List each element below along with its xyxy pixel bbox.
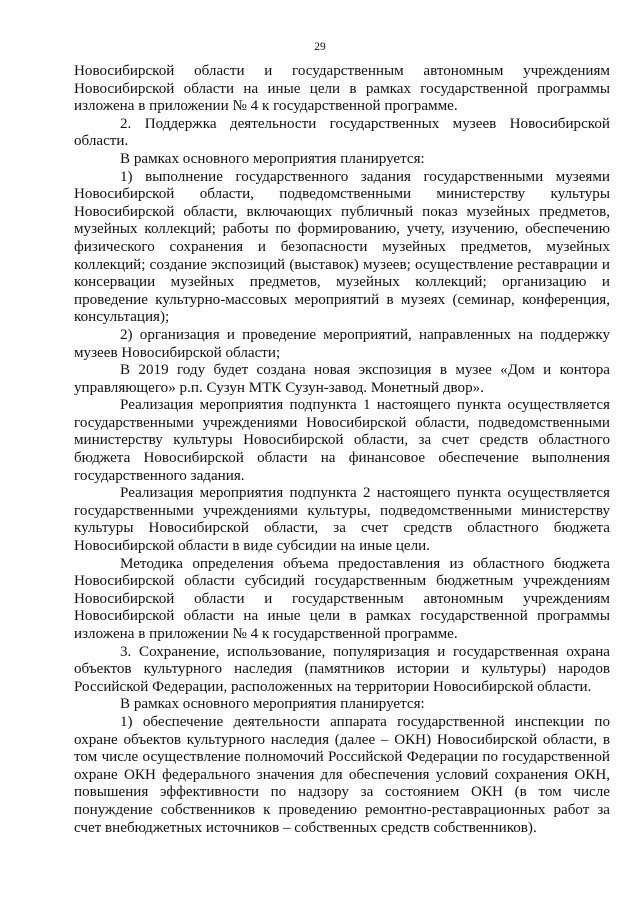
paragraph-section-2-heading: 2. Поддержка деятельности государственных музеев Новосибирской области.: [74, 115, 610, 150]
document-body: [74, 63, 610, 837]
page-number: 29: [314, 41, 326, 53]
paragraph-planned-intro-2: В рамках основного мероприятия планируется:: [120, 696, 425, 713]
paragraph-planned-intro: В рамках основного мероприятия планируется:: [120, 150, 425, 167]
paragraph-new-exposition: В 2019 году будет создана новая экспозиция в музее «Дом и контора управляющего» р.п. Сузун МТК Сузун-завод. Монетный двор».: [74, 362, 610, 396]
paragraph-item-2-events: 2) организация и проведение мероприятий, направленных на поддержку музеев Новосибирской области;: [74, 326, 610, 361]
paragraph-item-1-state-task: 1) выполнение государственного задания государственными музеями Новосибирской области, подведомственными министерству культуры Новосибирской области, включающих публичный показ музейных предметов, музейных коллекций; работы по формированию, учету, изучению, обеспечению физического сохранения и безопасности музейных предметов, музейных коллекций; создание экспозиций (выставок) музеев; осуществление реставрации и консервации музейных предметов, музейных коллекций; организацию и проведение культурно-массовых мероприятий в музеях (семинар, конференция, консультация);: [74, 168, 610, 326]
paragraph-methodology: Методика определения объема предоставления из областного бюджета Новосибирской области субсидий государственным бюджетным учреждениям Новосибирской области и государственным автономным учреждениям Новосибирской области на иные цели в рамках государственной программы изложена в приложении № 4 к государственной программе.: [74, 555, 610, 642]
paragraph-continuation: Новосибирской области и государственным автономным учреждениям Новосибирской области на иные цели в рамках государственной программы изложена в приложении № 4 к государственной программе.: [74, 63, 610, 115]
paragraph-implementation-subitem-1: Реализация мероприятия подпункта 1 настоящего пункта осуществляется государственными учреждениями Новосибирской области, подведомственными министерству культуры Новосибирской области, за счет средств областного бюджета Новосибирской области на финансовое обеспечение выполнения государственного задания.: [74, 397, 610, 484]
paragraph-item-1-inspection: 1) обеспечение деятельности аппарата государственной инспекции по охране объектов культурного наследия (далее – ОКН) Новосибирской области, в том числе осуществление полномочий Российской Федерации по государственной охране ОКН федерального значения для обеспечения условий сохранения ОКН, повышения эффективности по надзору за состоянием ОКН (в том числе понуждение собственников к проведению ремонтно-реставрационных работ за счет внебюджетных источников – собственных средств собственников).: [74, 713, 610, 836]
paragraph-implementation-subitem-2: Реализация мероприятия подпункта 2 настоящего пункта осуществляется государственными учреждениями культуры, подведомственными министерству культуры Новосибирской области, за счет средств областного бюджета Новосибирской области в виде субсидии на иные цели.: [74, 485, 610, 555]
paragraph-section-3-heading: 3. Сохранение, использование, популяризация и государственная охрана объектов культурного наследия (памятников истории и культуры) народов Российской Федерации, расположенных на территории Новосибирской области.: [74, 643, 610, 695]
